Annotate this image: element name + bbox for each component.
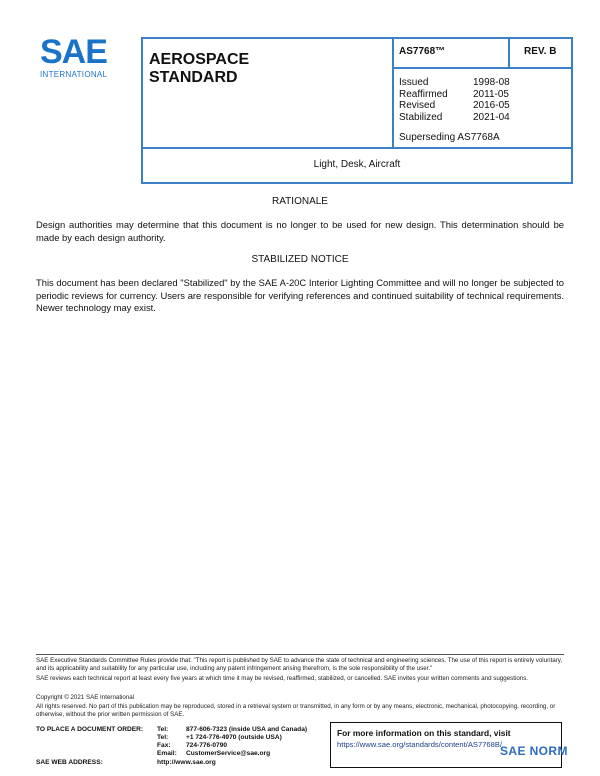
contact-value-3: CustomerService@sae.org	[186, 750, 271, 757]
stabilized-text: This document has been declared "Stabilized" by the SAE A-20C Interior Lighting Committee and will no longer be subjected to periodic reviews for currency. Users are responsible for verifying references and continued suitability of technical requirements. Newer technology may exist.	[36, 277, 564, 313]
web-value[interactable]: http://www.sae.org	[157, 759, 216, 766]
header-rev-divider	[508, 37, 510, 68]
date-value-issued: 1998-08	[473, 77, 510, 88]
revision: REV. B	[524, 46, 557, 57]
date-value-stabilized: 2021-04	[473, 112, 510, 123]
document-title: Light, Desk, Aircraft	[313, 159, 401, 170]
date-value-reaffirmed: 2011-05	[473, 89, 509, 100]
footer-copyright: Copyright © 2021 SAE International	[36, 694, 135, 701]
contact-label-0: Tel:	[157, 726, 169, 733]
contact-value-2: 724-776-0790	[186, 742, 228, 749]
web-label: SAE WEB ADDRESS:	[36, 759, 103, 766]
stabilized-heading: STABILIZED NOTICE	[251, 254, 349, 265]
superseding: Superseding AS7768A	[399, 132, 500, 143]
date-label-reaffirmed: Reaffirmed	[399, 89, 448, 100]
footer-rights: All rights reserved. No part of this publication may be reproduced, stored in a retrieval system or transmitted, in any form or by any means, electronic, mechanical, photocopying, recording, or otherwise, without the prior written permission of SAE.	[36, 703, 556, 718]
date-value-revised: 2016-05	[473, 100, 510, 111]
header-title-line1: AEROSPACE	[149, 51, 250, 68]
contact-value-0: 877-606-7323 (inside USA and Canada)	[186, 726, 308, 733]
doc-number: AS7768™	[399, 46, 446, 57]
rationale-text: Design authorities may determine that this document is no longer to be used for new design. This determination should be made by each design authority.	[36, 219, 564, 243]
order-label: TO PLACE A DOCUMENT ORDER:	[36, 726, 144, 733]
footer-rules: SAE Executive Standards Committee Rules provide that: "This report is published by SAE to advance the state of technical and engineering sciences. The use of this report is entirely voluntary, and its applicability and suitability for any particular use, including any patent infringement arising therefrom, is the sole responsibility of the user."	[36, 657, 563, 672]
header-border-bottom	[141, 182, 573, 184]
date-label-revised: Revised	[399, 100, 436, 111]
logo-mark: SAE	[40, 33, 107, 71]
contact-label-2: Fax:	[157, 742, 171, 749]
contact-label-3: Email:	[157, 750, 177, 757]
header-row-divider	[392, 67, 573, 69]
contact-value-1: +1 724-776-4970 (outside USA)	[186, 734, 282, 741]
header-title-line2: STANDARD	[149, 69, 238, 86]
date-label-issued: Issued	[399, 77, 429, 88]
info-url[interactable]: https://www.sae.org/standards/content/AS7768B/	[337, 740, 503, 749]
header-col-divider	[392, 37, 394, 148]
contact-label-1: Tel:	[157, 734, 169, 741]
date-label-stabilized: Stabilized	[399, 112, 443, 123]
footer-rule	[36, 654, 564, 655]
watermark: SAE NORM	[500, 744, 568, 758]
rationale-heading: RATIONALE	[272, 196, 328, 207]
logo-subtitle: INTERNATIONAL	[40, 70, 108, 79]
footer-review: SAE reviews each technical report at least every five years at which time it may be revised, reaffirmed, stabilized, or cancelled. SAE invites your written comments and suggestions.	[36, 675, 529, 682]
header-border-right	[571, 37, 573, 183]
header-divider	[141, 147, 573, 149]
info-text: For more information on this standard, visit	[337, 728, 511, 738]
sae-logo	[40, 33, 122, 86]
